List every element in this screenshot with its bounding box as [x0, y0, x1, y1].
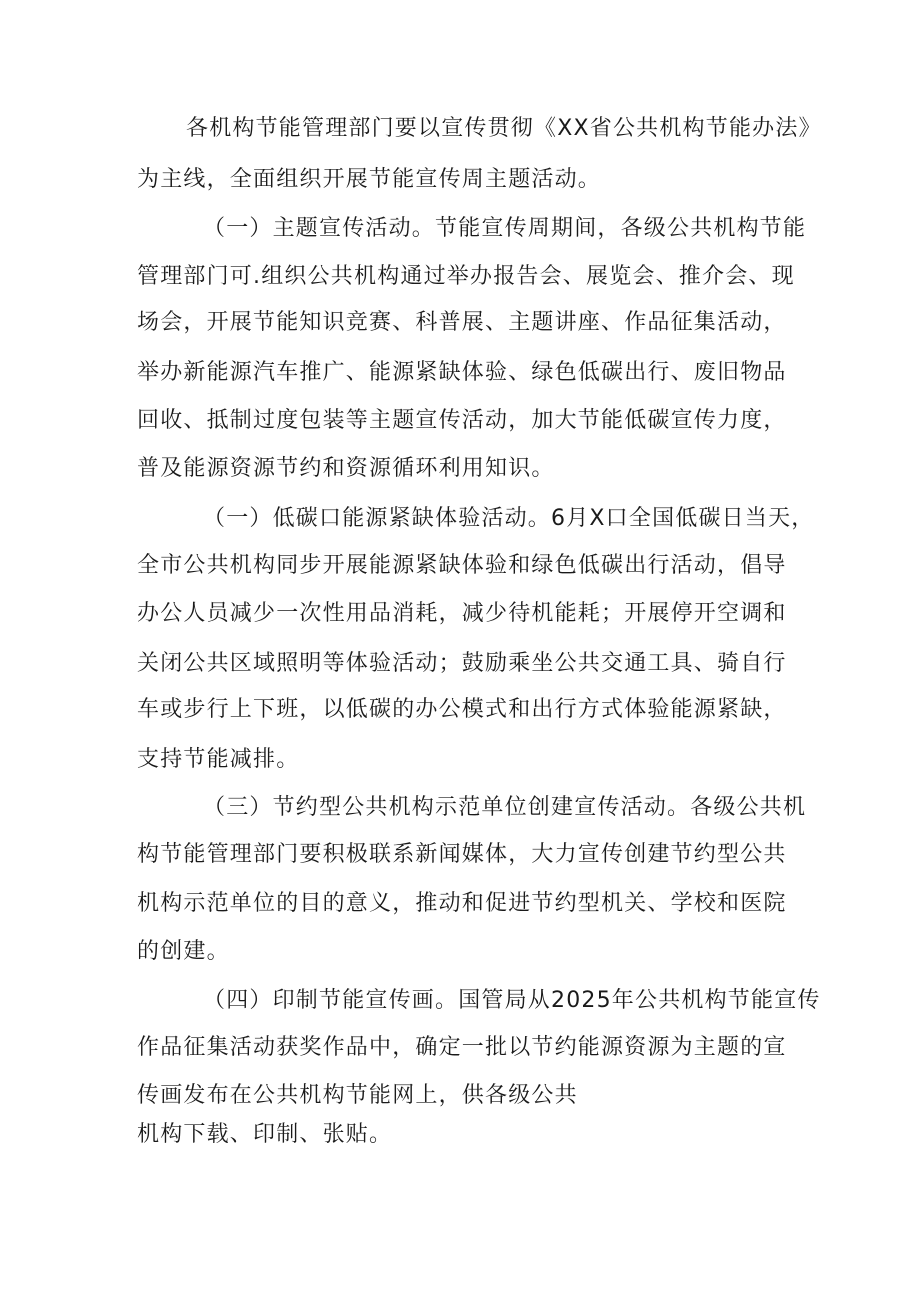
text-line: （一）低碳口能源紧缺体验活动。6月X口全国低碳日当天， [203, 506, 815, 531]
text-line: 构节能管理部门要积极联系新闻媒体，大力宣传创建节约型公共 [137, 842, 787, 867]
text-line: 关闭公共区域照明等体验活动；鼓励乘坐公共交通工具、骑自行 [137, 651, 787, 676]
text-line: 办公人员减少一次性用品消耗，减少待机能耗；开展停开空调和 [137, 601, 787, 626]
text-line: 场会，开展节能知识竞赛、科普展、主题讲座、作品征集活动， [137, 310, 787, 335]
text-line: 机构下载、印制、张贴。 [137, 1122, 393, 1147]
text-line: 机构示范单位的目的意义，推动和促进节约型机关、学校和医院 [137, 891, 787, 916]
text-line: 管理部门可.组织公共机构通过举办报告会、展览会、推介会、现 [137, 264, 795, 289]
text-line: （一）主题宣传活动。节能宣传周期间，各级公共机构节能 [203, 216, 807, 241]
text-line: 普及能源资源节约和资源循环利用知识。 [137, 456, 555, 481]
text-line: 举办新能源汽车推广、能源紧缺体验、绿色低碳出行、废旧物品 [137, 360, 787, 385]
text-line: 全市公共机构同步开展能源紧缺体验和绿色低碳出行活动，倡导 [137, 553, 787, 578]
text-line: 车或步行上下班，以低碳的办公模式和出行方式体验能源紧缺， [137, 697, 787, 722]
text-line: 作品征集活动获奖作品中，确定一批以节约能源资源为主题的宣 [137, 1035, 787, 1060]
text-line: 支持节能减排。 [137, 747, 300, 772]
text-line: 回收、抵制过度包装等主题宣传活动，加大节能低碳宣传力度， [137, 408, 787, 433]
text-line: （四）印制节能宣传画。国管局从2025年公共机构节能宣传 [203, 988, 821, 1013]
text-line: 为主线，全面组织开展节能宣传周主题活动。 [137, 167, 602, 192]
text-line: 各机构节能管理部门要以宣传贯彻《XX省公共机构节能办法》 [186, 116, 822, 141]
text-line: （三）节约型公共机构示范单位创建宣传活动。各级公共机 [203, 795, 807, 820]
text-line: 传画发布在公共机构节能网上，供各级公共 [137, 1083, 578, 1108]
text-line: 的创建。 [137, 939, 230, 964]
